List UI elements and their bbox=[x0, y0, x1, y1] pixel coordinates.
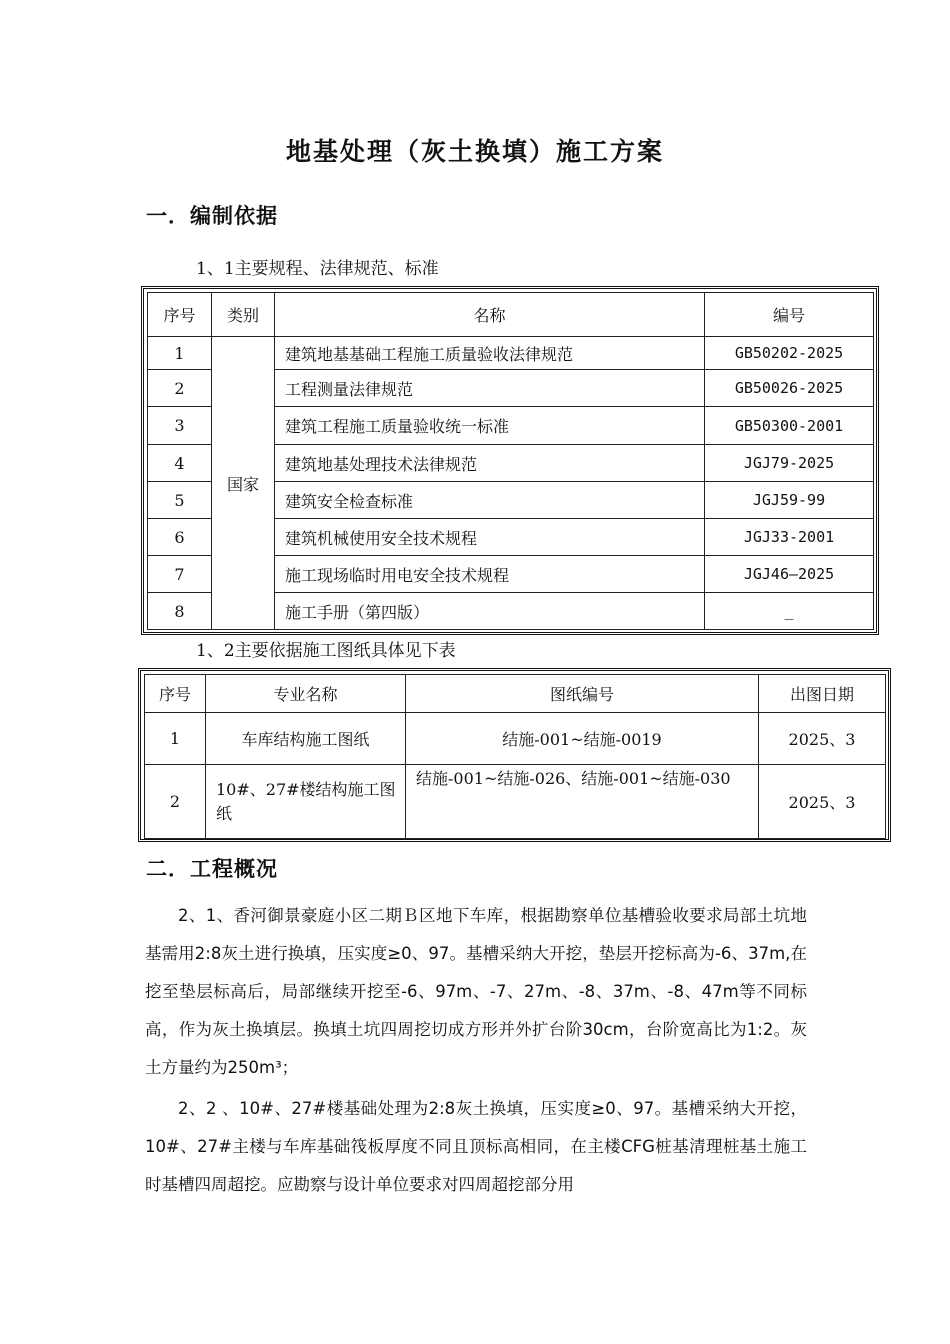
section-2-heading: 二．工程概况 bbox=[146, 857, 278, 881]
row-no: 2 bbox=[148, 370, 212, 407]
drawings-table-frame bbox=[138, 668, 891, 842]
row-code: JGJ46—2025 bbox=[705, 556, 874, 593]
header-cell-drawing-no: 图纸编号 bbox=[406, 675, 759, 713]
section-1-heading: 一．编制依据 bbox=[146, 204, 278, 228]
row-code: JGJ33-2001 bbox=[705, 519, 874, 556]
header-cell-no: 序号 bbox=[145, 675, 206, 713]
header-cell-no: 序号 bbox=[148, 293, 212, 337]
subsection-1-2-heading: 1、2主要依据施工图纸具体见下表 bbox=[196, 641, 456, 661]
row-no: 8 bbox=[148, 593, 212, 630]
header-cell-code: 编号 bbox=[705, 293, 874, 337]
header-cell-category: 类别 bbox=[212, 293, 275, 337]
row-no: 4 bbox=[148, 445, 212, 482]
row-name: 施工现场临时用电安全技术规程 bbox=[275, 556, 705, 593]
table-row bbox=[145, 765, 886, 839]
header-cell-date: 出图日期 bbox=[759, 675, 886, 713]
row-name: 建筑工程施工质量验收统一标准 bbox=[275, 407, 705, 445]
header-cell-discipline: 专业名称 bbox=[206, 675, 406, 713]
standards-table-frame bbox=[141, 286, 879, 635]
paragraph: 2、1、香河御景豪庭小区二期Ｂ区地下车库，根据勘察单位基槽验收要求局部土坑地基需用2:8灰土进行换填，压实度≥0、97。基槽采纳大开挖，垫层开挖标高为-6、37m,在挖至垫层标高后，局部继续开挖至-6、97m、-7、27m、-8、37m、-8、47m等不同标高，作为灰土换填层。换填土坑四周挖切成方形并外扩台阶30cm，台阶宽高比为1:2。灰土方量约为250m³； bbox=[145, 906, 807, 1077]
subsection-1-1-heading: 1、1主要规程、法律规范、标准 bbox=[196, 259, 439, 279]
row-discipline: 车库结构施工图纸 bbox=[206, 713, 406, 765]
row-no: 7 bbox=[148, 556, 212, 593]
row-no: 3 bbox=[148, 407, 212, 445]
row-drawing-no: 结施-001~结施-026、结施-001~结施-030 bbox=[406, 765, 759, 839]
row-name: 施工手册（第四版） bbox=[275, 593, 705, 630]
row-name: 工程测量法律规范 bbox=[275, 370, 705, 407]
row-name: 建筑安全检查标准 bbox=[275, 482, 705, 519]
row-code: GB50202-2025 bbox=[705, 337, 874, 370]
row-code: GB50300-2001 bbox=[705, 407, 874, 445]
row-no: 6 bbox=[148, 519, 212, 556]
row-name: 建筑地基处理技术法律规范 bbox=[275, 445, 705, 482]
table-header-row bbox=[145, 675, 886, 713]
standards-table bbox=[147, 292, 874, 630]
project-overview-body bbox=[145, 897, 807, 1204]
table-header-row bbox=[148, 293, 874, 337]
table-row bbox=[145, 713, 886, 765]
row-drawing-no: 结施-001~结施-0019 bbox=[406, 713, 759, 765]
row-no: 2 bbox=[145, 765, 206, 839]
row-no: 5 bbox=[148, 482, 212, 519]
row-code: GB50026-2025 bbox=[705, 370, 874, 407]
document-title: 地基处理（灰土换填）施工方案 bbox=[285, 137, 664, 166]
paragraph: 2、2 、10#、27#楼基础处理为2:8灰土换填，压实度≥0、97。基槽采纳大开挖，10#、27#主楼与车库基础筏板厚度不同且顶标高相同，在主楼CFG桩基清理桩基土施工时基槽四周超挖。应勘察与设计单位要求对四周超挖部分用 bbox=[145, 1099, 807, 1194]
row-name: 建筑机械使用安全技术规程 bbox=[275, 519, 705, 556]
row-code: JGJ79-2025 bbox=[705, 445, 874, 482]
table-row bbox=[148, 337, 874, 370]
row-no: 1 bbox=[148, 337, 212, 370]
row-code: JGJ59-99 bbox=[705, 482, 874, 519]
row-date: 2025、3 bbox=[759, 765, 886, 839]
row-date: 2025、3 bbox=[759, 713, 886, 765]
row-discipline: 10#、27#楼结构施工图纸 bbox=[206, 765, 406, 839]
row-code: _ bbox=[705, 593, 874, 630]
row-name: 建筑地基基础工程施工质量验收法律规范 bbox=[275, 337, 705, 370]
row-no: 1 bbox=[145, 713, 206, 765]
drawings-table bbox=[144, 674, 886, 839]
header-cell-name: 名称 bbox=[275, 293, 705, 337]
category-cell: 国家 bbox=[212, 337, 275, 630]
